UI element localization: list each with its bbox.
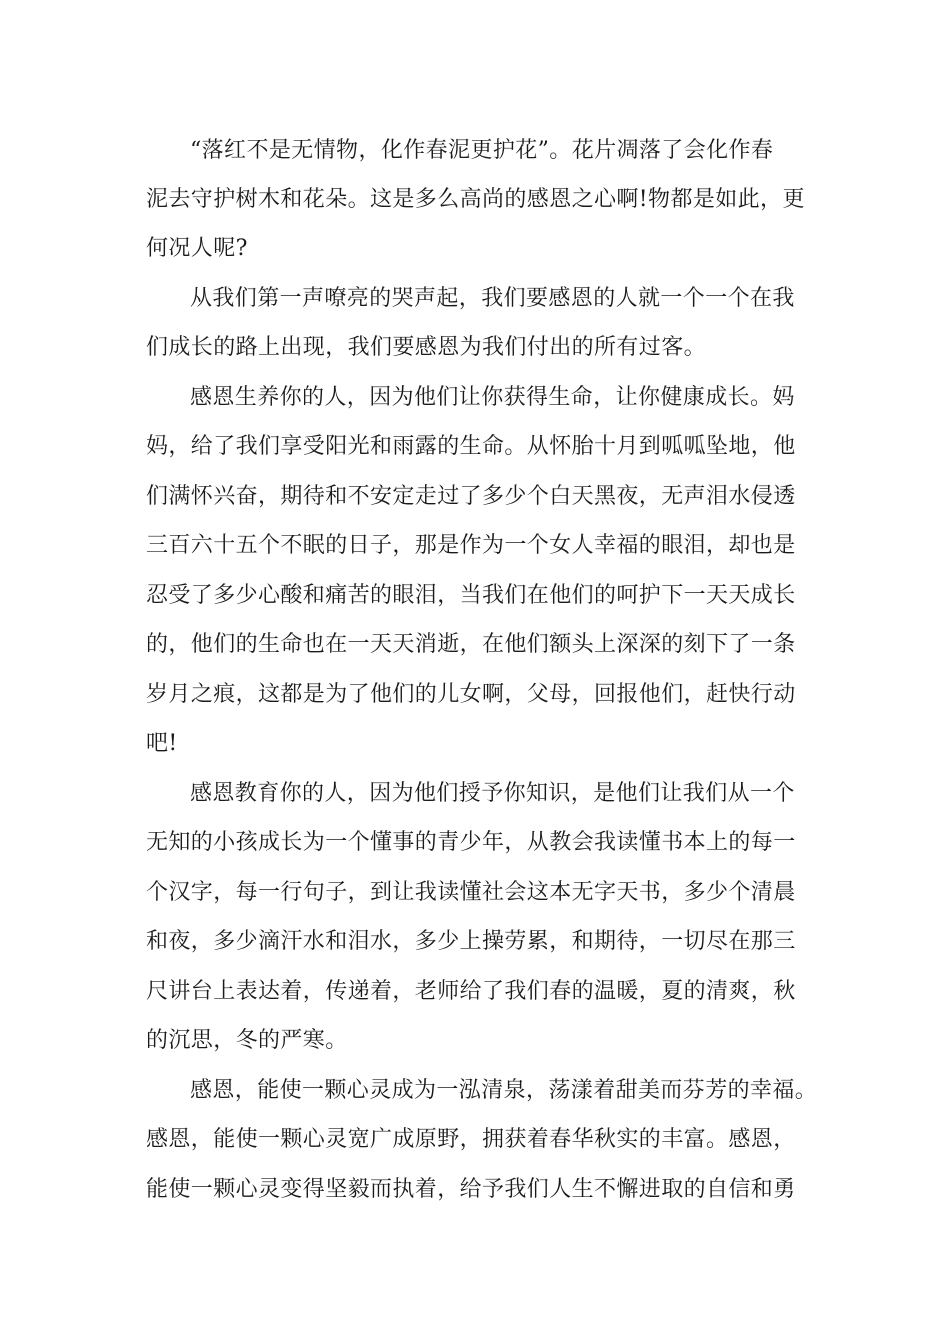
text-line: 吧! [146, 731, 178, 756]
text-line: 感恩，能使一颗心灵宽广成原野，拥获着春华秋实的丰富。感恩， [146, 1127, 796, 1152]
text-line: “落红不是无情物，化作春泥更护花”。花片凋落了会化作春 [190, 138, 774, 163]
text-line: 个汉字，每一行句子，到让我读懂社会这本无字天书，多少个清晨 [146, 880, 796, 905]
text-line: 无知的小孩成长为一个懂事的青少年，从教会我读懂书本上的每一 [146, 830, 796, 855]
text-line: 和夜，多少滴汗水和泪水，多少上操劳累，和期待，一切尽在那三 [146, 929, 796, 954]
text-line: 岁月之痕，这都是为了他们的儿女啊，父母，回报他们，赶快行动 [146, 682, 796, 707]
text-line: 尺讲台上表达着，传递着，老师给了我们春的温暖，夏的清爽，秋 [146, 979, 796, 1004]
text-line: 何况人呢? [146, 236, 248, 261]
text-line: 们成长的路上出现，我们要感恩为我们付出的所有过客。 [146, 335, 707, 360]
text-line: 的，他们的生命也在一天天消逝，在他们额头上深深的刻下了一条 [146, 632, 796, 657]
text-line: 三百六十五个不眠的日子，那是作为一个女人幸福的眼泪，却也是 [146, 533, 796, 558]
text-line: 感恩，能使一颗心灵成为一泓清泉，荡漾着甜美而芬芳的幸福。 [190, 1078, 818, 1103]
text-line: 妈，给了我们享受阳光和雨露的生命。从怀胎十月到呱呱坠地，他 [146, 434, 796, 459]
text-line: 能使一颗心灵变得坚毅而执着，给予我们人生不懈进取的自信和勇 [146, 1177, 796, 1202]
text-line: 感恩教育你的人，因为他们授予你知识，是他们让我们从一个 [190, 781, 795, 806]
text-line: 泥去守护树木和花朵。这是多么高尚的感恩之心啊!物都是如此，更 [146, 187, 805, 212]
text-line: 感恩生养你的人，因为他们让你获得生命，让你健康成长。妈 [190, 385, 795, 410]
text-line: 们满怀兴奋，期待和不安定走过了多少个白天黑夜，无声泪水侵透 [146, 484, 796, 509]
text-line: 从我们第一声嘹亮的哭声起，我们要感恩的人就一个一个在我 [190, 286, 795, 311]
text-line: 的沉思，冬的严寒。 [146, 1028, 348, 1053]
text-line: 忍受了多少心酸和痛苦的眼泪，当我们在他们的呵护下一天天成长 [146, 583, 796, 608]
